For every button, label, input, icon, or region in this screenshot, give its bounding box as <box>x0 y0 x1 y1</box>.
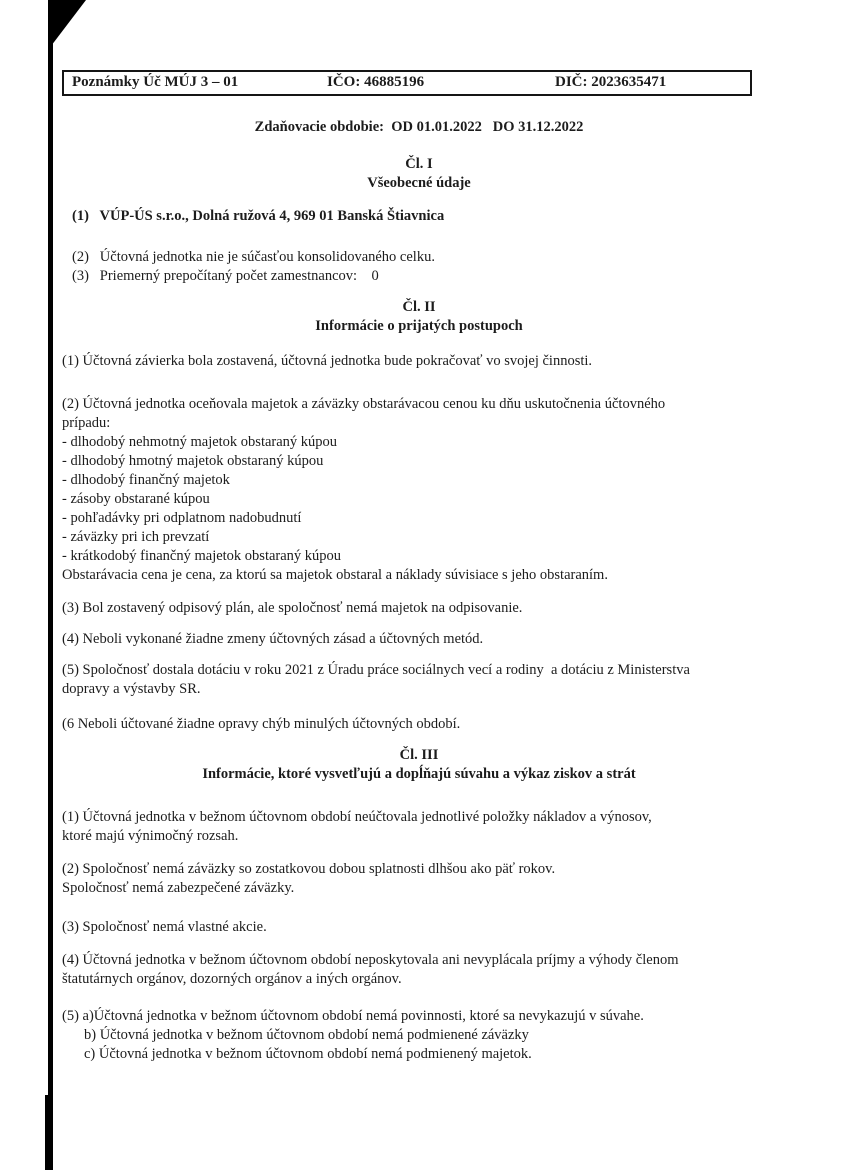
article-3-paragraph-1-line-1: (1) Účtovná jednotka v bežnom účtovnom období neúčtovala jednotlivé položky nákladov a výnosov, <box>62 809 652 825</box>
article-1-paragraph-1: (1) VÚP-ÚS s.r.o., Dolná ružová 4, 969 01 Banská Štiavnica <box>72 208 445 224</box>
dic-value: DIČ: 2023635471 <box>555 74 667 90</box>
article-2-paragraph-4: (4) Neboli vykonané žiadne zmeny účtovných zásad a účtovných metód. <box>62 631 484 647</box>
article-1-paragraph-3: (3) Priemerný prepočítaný počet zamestnancov: 0 <box>72 268 379 284</box>
article-3-paragraph-2-line-2: Spoločnosť nemá zabezpečené záväzky. <box>62 880 295 896</box>
article-2-paragraph-5-line-1: (5) Spoločnosť dostala dotáciu v roku 2021 z Úradu práce sociálnych vecí a rodiny a dotáciu z Ministerstva <box>62 662 690 678</box>
form-title: Poznámky Úč MÚJ 3 – 01 <box>72 74 239 90</box>
article-2-paragraph-5-line-2: dopravy a výstavby SR. <box>62 681 201 697</box>
article-2-list-item: - dlhodobý hmotný majetok obstaraný kúpou <box>62 453 324 469</box>
article-2-paragraph-2-line-2: prípadu: <box>62 415 111 431</box>
form-header-box <box>62 70 752 96</box>
article-3-paragraph-5a: (5) a)Účtovná jednotka v bežnom účtovnom období nemá povinnosti, ktoré sa nevykazujú v súvahe. <box>62 1008 644 1024</box>
article-1-title: Všeobecné údaje <box>367 175 471 191</box>
ico-value: IČO: 46885196 <box>327 74 425 90</box>
article-2-list-item: - dlhodobý finančný majetok <box>62 472 230 488</box>
article-2-number: Čl. II <box>402 299 436 315</box>
article-3-paragraph-4-line-1: (4) Účtovná jednotka v bežnom účtovnom období neposkytovala ani nevyplácala príjmy a výhody členom <box>62 952 679 968</box>
article-3-paragraph-2-line-1: (2) Spoločnosť nemá záväzky so zostatkovou dobou splatnosti dlhšou ako päť rokov. <box>62 861 556 877</box>
scan-artifact-bottom-edge <box>45 1095 53 1170</box>
article-2-list-item: - zásoby obstarané kúpou <box>62 491 210 507</box>
article-3-paragraph-5c: c) Účtovná jednotka v bežnom účtovnom období nemá podmienený majetok. <box>84 1046 532 1062</box>
scan-artifact-left-edge <box>48 0 53 1170</box>
article-2-list-item: - krátkodobý finančný majetok obstaraný kúpou <box>62 548 342 564</box>
article-1-number: Čl. I <box>405 156 433 172</box>
article-2-paragraph-1: (1) Účtovná závierka bola zostavená, účtovná jednotka bude pokračovať vo svojej činnosti. <box>62 353 593 369</box>
article-3-title: Informácie, ktoré vysvetľujú a dopĺňajú súvahu a výkaz ziskov a strát <box>202 766 636 782</box>
article-2-paragraph-2-tail: Obstarávacia cena je cena, za ktorú sa majetok obstaral a náklady súvisiace s jeho obstaraním. <box>62 567 608 583</box>
article-2-list-item: - pohľadávky pri odplatnom nadobudnutí <box>62 510 302 526</box>
tax-period-line: Zdaňovacie obdobie: OD 01.01.2022 DO 31.12.2022 <box>254 119 584 135</box>
article-3-paragraph-5b: b) Účtovná jednotka v bežnom účtovnom období nemá podmienené záväzky <box>84 1027 529 1043</box>
article-2-paragraph-6: (6 Neboli účtované žiadne opravy chýb minulých účtovných období. <box>62 716 461 732</box>
article-3-paragraph-4-line-2: štatutárnych orgánov, dozorných orgánov a iných orgánov. <box>62 971 402 987</box>
document-content <box>62 70 752 1064</box>
article-1-paragraph-2: (2) Účtovná jednotka nie je súčasťou konsolidovaného celku. <box>72 249 435 265</box>
article-2-paragraph-2-line-1: (2) Účtovná jednotka oceňovala majetok a záväzky obstarávacou cenou ku dňu uskutočnenia účtovného <box>62 396 666 412</box>
article-2-list-item: - záväzky pri ich prevzatí <box>62 529 210 545</box>
article-3-paragraph-3: (3) Spoločnosť nemá vlastné akcie. <box>62 919 267 935</box>
article-2-title: Informácie o prijatých postupoch <box>315 318 523 334</box>
article-2-list-item: - dlhodobý nehmotný majetok obstaraný kúpou <box>62 434 338 450</box>
article-3-number: Čl. III <box>399 747 439 763</box>
article-3-paragraph-1-line-2: ktoré majú výnimočný rozsah. <box>62 828 239 844</box>
scan-artifact-corner <box>48 0 86 50</box>
article-2-paragraph-3: (3) Bol zostavený odpisový plán, ale spoločnosť nemá majetok na odpisovanie. <box>62 600 523 616</box>
